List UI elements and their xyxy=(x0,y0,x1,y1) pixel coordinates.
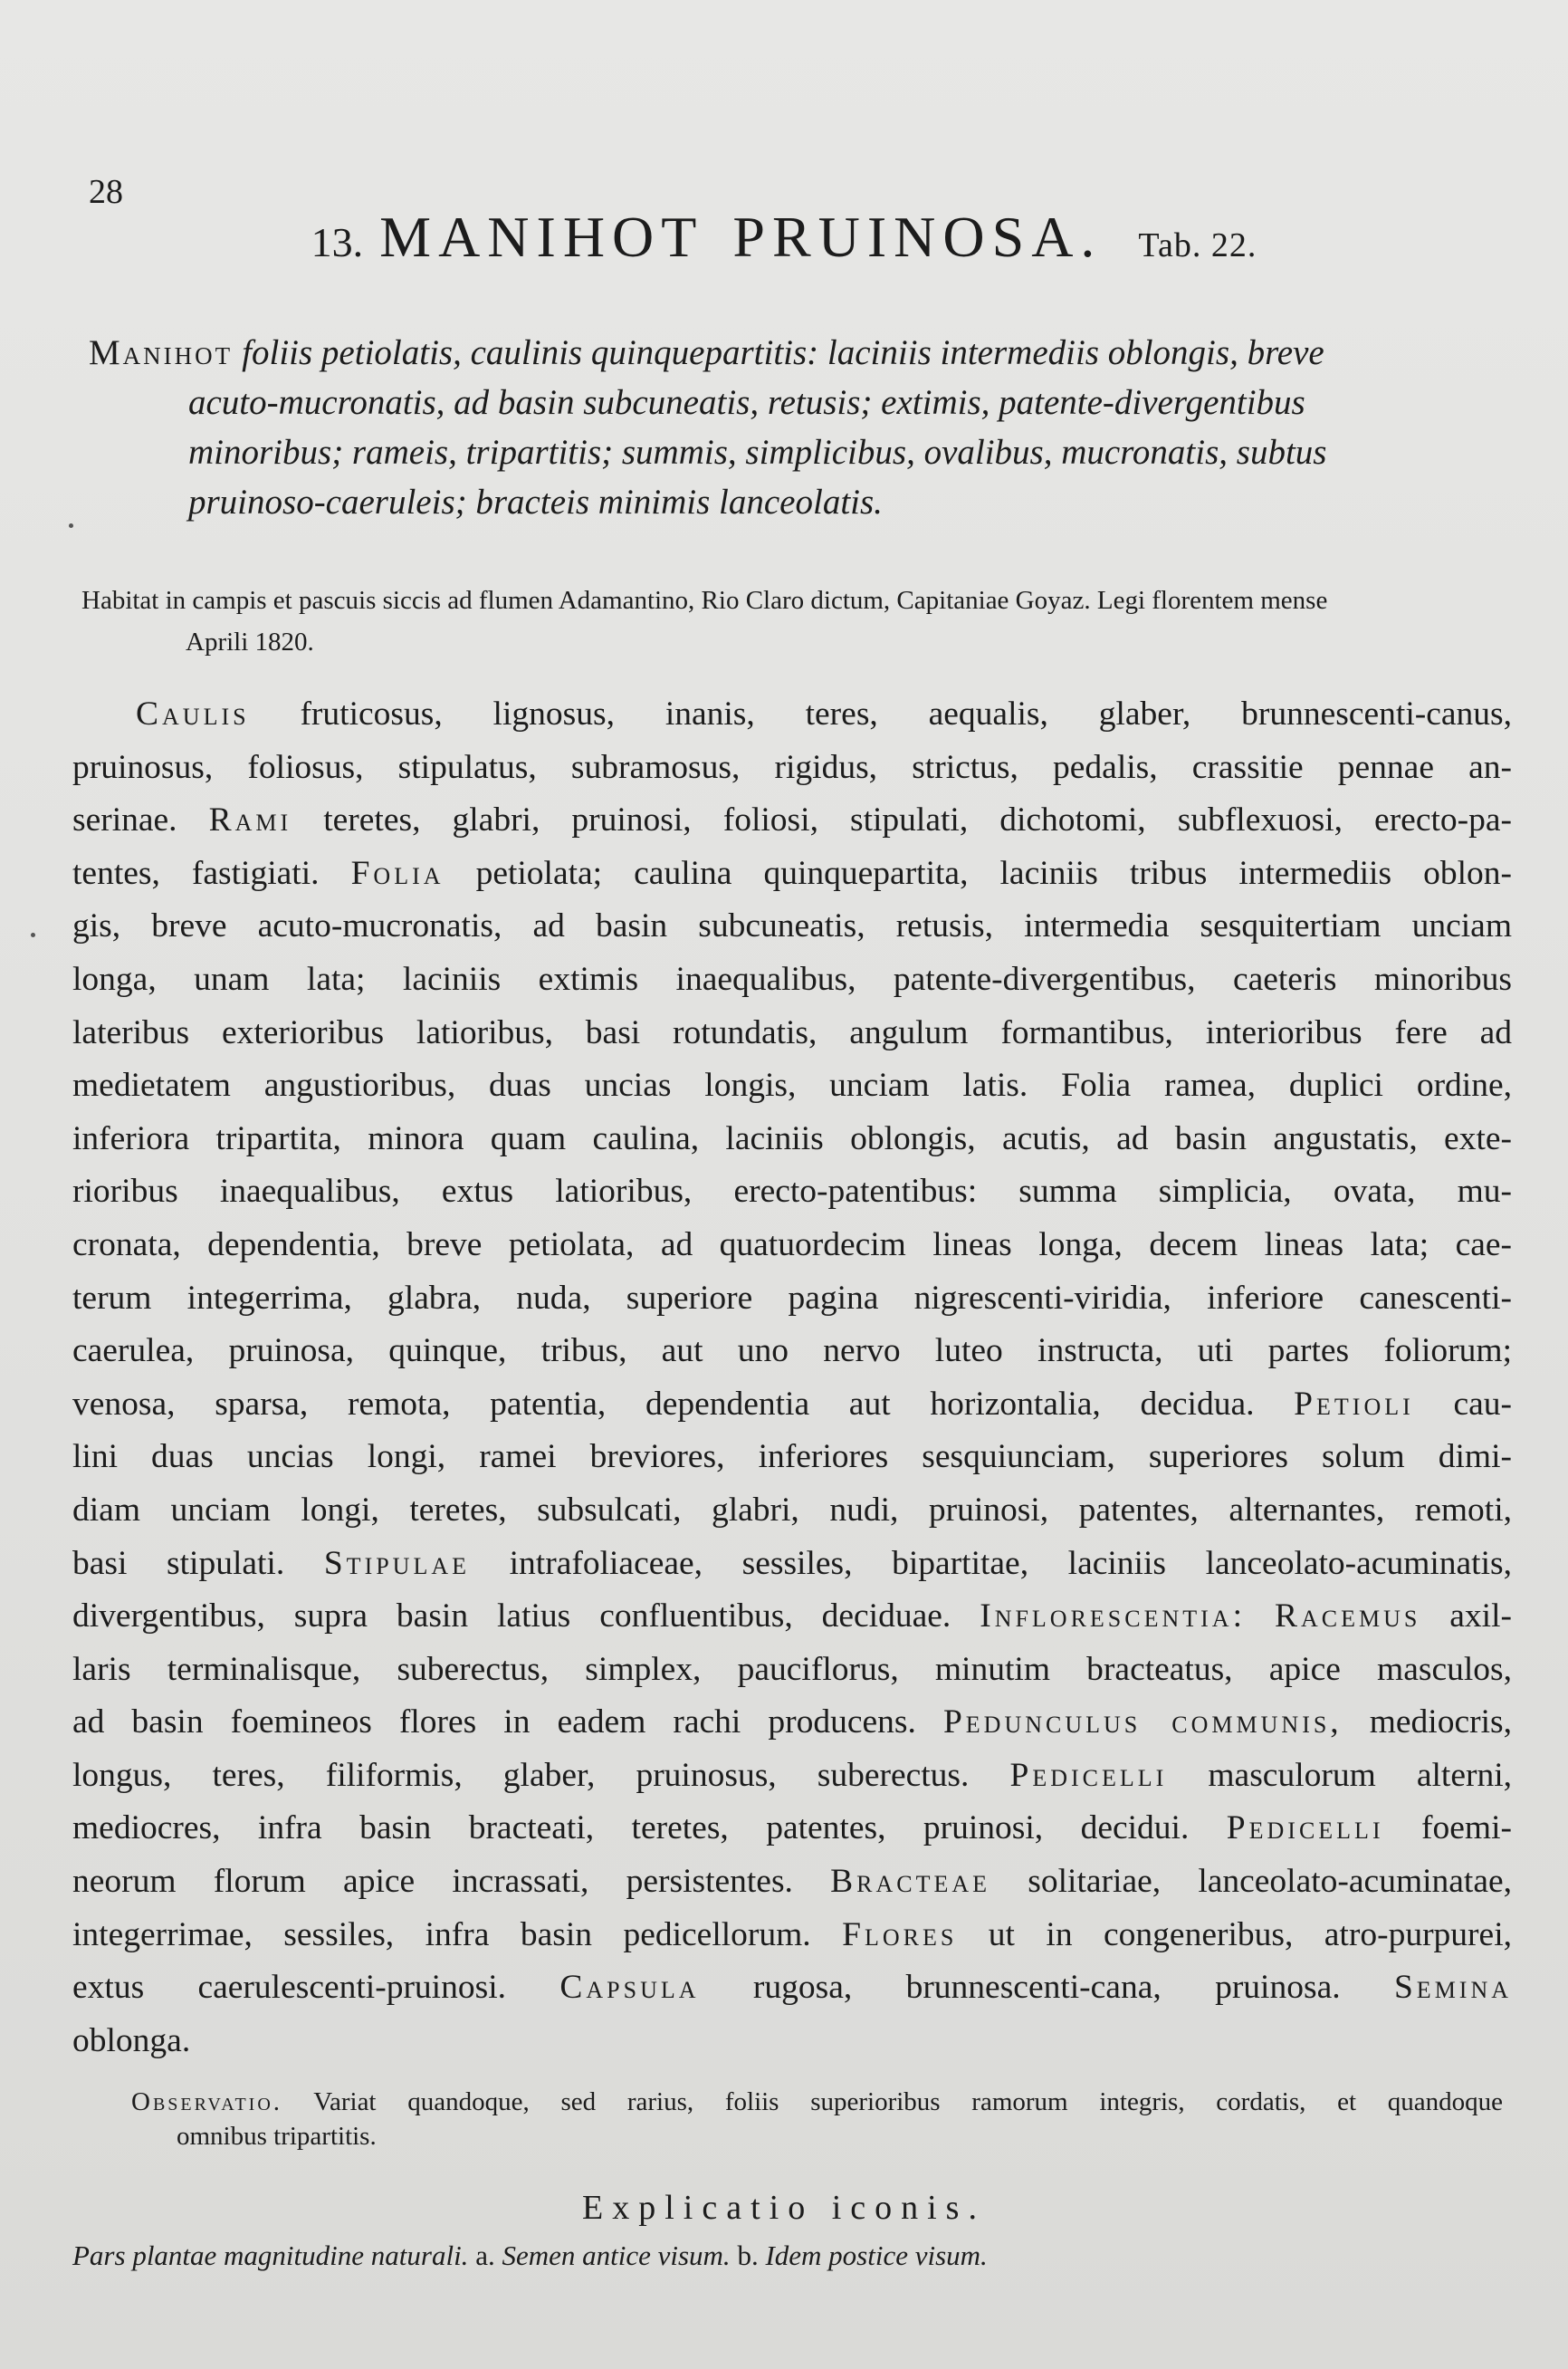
description-line: petiolata; caulina quinquepartita, laciniis tribus intermediis oblon- xyxy=(475,854,1513,892)
description-line: ut in congeneribus, atro-purpurei, xyxy=(988,1915,1512,1953)
habitat-note xyxy=(81,580,1512,663)
description-line: lini duas uncias longi, ramei breviores, inferiores sesquiunciam, superiores solum dimi- xyxy=(72,1438,1512,1476)
description-line: diam unciam longi, teretes, subsulcati, glabri, nudi, pruinosi, patentes, alternantes, remoti, xyxy=(72,1491,1512,1529)
description-line: terum integerrima, glabra, nuda, superiore pagina nigrescenti-viridia, inferiore canescenti- xyxy=(72,1279,1512,1317)
description-line: masculorum alterni, xyxy=(1208,1756,1513,1794)
description-line: intrafoliaceae, sessiles, bipartitae, laciniis lanceolato-acuminatis, xyxy=(509,1544,1512,1582)
term-racemus: Racemus xyxy=(1274,1597,1421,1635)
species-number: 13. xyxy=(311,219,364,265)
ink-speck xyxy=(69,523,73,528)
observatio xyxy=(131,2085,1503,2153)
diagnosis-line: minoribus; rameis, tripartitis; summis, simplicibus, ovalibus, mucronatis, subtus xyxy=(188,433,1327,472)
description-line: serinae. xyxy=(72,801,177,839)
description-line: neorum florum apice incrassati, persistentes. xyxy=(72,1863,793,1901)
term-inflorescentia: Inflorescentia: xyxy=(980,1597,1247,1635)
description-line: cronata, dependentia, breve petiolata, ad quatuordecim lineas longa, decem lineas lata; cae- xyxy=(72,1225,1512,1263)
description-line: longus, teres, filiformis, glaber, pruinosus, suberectus. xyxy=(72,1756,970,1794)
habitat-line: Habitat in campis et pascuis siccis ad flumen Adamantino, Rio Claro dictum, Capitaniae Goyaz. Legi florentem mense xyxy=(81,586,1328,615)
observatio-text: Variat quandoque, sed rarius, foliis superioribus ramorum integris, cordatis, et quandoque xyxy=(313,2087,1503,2116)
description-line: fruticosus, lignosus, inanis, teres, aequalis, glaber, brunnescenti-canus, xyxy=(300,695,1513,733)
figure-label-b: b. xyxy=(737,2240,759,2271)
diagnosis-line: acuto-mucronatis, ad basin subcuneatis, retusis; extimis, patente-divergentibus xyxy=(188,383,1305,422)
description-line: oblonga. xyxy=(72,2021,191,2059)
term-rami: Rami xyxy=(208,801,292,839)
description-line: solitariae, lanceolato-acuminatae, xyxy=(1028,1863,1513,1901)
term-flores: Flores xyxy=(842,1915,958,1953)
term-pedicelli-foemineorum: Pedicelli xyxy=(1226,1809,1384,1847)
description-line: basi stipulati. xyxy=(72,1544,285,1582)
description-line: extus caerulescenti-pruinosi. xyxy=(72,1969,506,2007)
description-line: longa, unam lata; laciniis extimis inaequalibus, patente-divergentibus, caeteris minoribus xyxy=(72,960,1512,998)
description-line: rioribus inaequalibus, extus latioribus, erecto-patentibus: summa simplicia, ovata, mu- xyxy=(72,1173,1512,1211)
term-caulis: Caulis xyxy=(136,695,250,733)
term-pedicelli-masculorum: Pedicelli xyxy=(1009,1756,1168,1794)
description xyxy=(72,688,1512,2067)
species-heading xyxy=(0,204,1568,271)
diagnosis-line: pruinoso-caeruleis; bracteis minimis lanceolatis. xyxy=(188,483,883,522)
term-capsula: Capsula xyxy=(559,1969,700,2007)
ink-speck xyxy=(31,933,35,937)
description-line: laris terminalisque, suberectus, simplex, pauciflorus, minutim bracteatus, apice masculos, xyxy=(72,1650,1512,1688)
page-number: 28 xyxy=(89,173,123,211)
species-epithet: PRUINOSA. xyxy=(732,205,1103,269)
description-line: tentes, fastigiati. xyxy=(72,854,320,892)
explicatio-part: Pars plantae magnitudine naturali. xyxy=(72,2240,469,2271)
term-semina: Semina xyxy=(1393,1969,1513,2007)
term-pedunculus: Pedunculus communis, xyxy=(942,1703,1343,1741)
diagnosis-genus: Manihot xyxy=(89,333,234,372)
term-folia: Folia xyxy=(350,854,445,892)
description-line: divergentibus, supra basin latius confluentibus, deciduae. xyxy=(72,1597,951,1635)
description-line: pruinosus, foliosus, stipulatus, subramosus, rigidus, strictus, pedalis, crassitie pennae an- xyxy=(72,748,1512,786)
description-line: ad basin foemineos flores in eadem rachi producens. xyxy=(72,1703,916,1741)
description-line: cau- xyxy=(1453,1385,1513,1423)
description-line: foemi- xyxy=(1421,1809,1513,1847)
observatio-text: omnibus tripartitis. xyxy=(177,2122,377,2151)
description-line: caerulea, pruinosa, quinque, tribus, aut uno nervo luteo instructa, uti partes foliorum; xyxy=(72,1332,1512,1370)
description-line: teretes, glabri, pruinosi, foliosi, stipulati, dichotomi, subflexuosi, erecto-pa- xyxy=(323,801,1513,839)
explicatio-heading: Explicatio iconis. xyxy=(582,2189,986,2227)
term-stipulae: Stipulae xyxy=(323,1544,471,1582)
habitat-line: Aprili 1820. xyxy=(186,628,314,657)
figure-label-a: a. xyxy=(475,2240,495,2271)
term-bracteae: Bracteae xyxy=(830,1863,991,1901)
diagnosis-line: foliis petiolatis, caulinis quinquepartitis: laciniis intermediis oblongis, breve xyxy=(242,333,1324,372)
description-line: inferiora tripartita, minora quam caulina, laciniis oblongis, acutis, ad basin angustatis, exte- xyxy=(72,1119,1512,1157)
description-line: venosa, sparsa, remota, patentia, dependentia aut horizontalia, decidua. xyxy=(72,1385,1255,1423)
explicatio-part: Semen antice visum. xyxy=(502,2240,731,2271)
description-line: integerrimae, sessiles, infra basin pedicellorum. xyxy=(72,1915,811,1953)
description-line: rugosa, brunnescenti-cana, pruinosa. xyxy=(752,1969,1341,2007)
explicatio-part: Idem postice visum. xyxy=(765,2240,988,2271)
term-petioli: Petioli xyxy=(1294,1385,1414,1423)
explicatio-text xyxy=(72,2240,1141,2272)
description-line: axil- xyxy=(1449,1597,1512,1635)
observatio-label: Observatio. xyxy=(131,2087,283,2116)
description-line: lateribus exterioribus latioribus, basi rotundatis, angulum formantibus, interioribus fere ad xyxy=(72,1013,1512,1051)
species-genus: MANIHOT xyxy=(379,205,704,269)
description-line: mediocris, xyxy=(1369,1703,1512,1741)
description-line: medietatem angustioribus, duas uncias longis, unciam latis. Folia ramea, duplici ordine, xyxy=(72,1067,1512,1105)
diagnosis xyxy=(89,328,1501,527)
plate-reference: Tab. 22. xyxy=(1138,226,1257,264)
description-line: gis, breve acuto-mucronatis, ad basin subcuneatis, retusis, intermedia sesquitertiam unciam xyxy=(72,907,1512,945)
description-line: mediocres, infra basin bracteati, teretes, patentes, pruinosi, decidui. xyxy=(72,1809,1190,1847)
